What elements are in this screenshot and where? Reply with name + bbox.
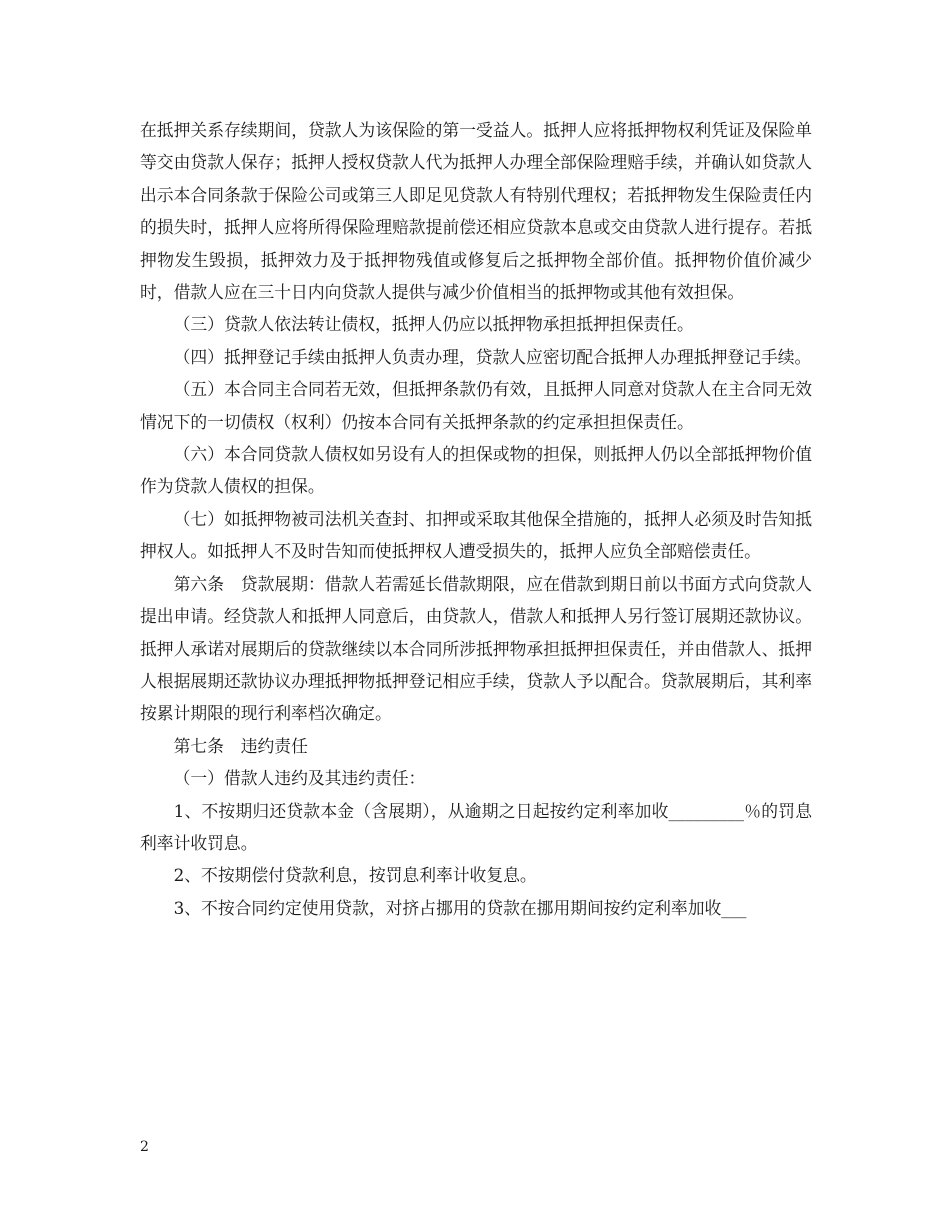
paragraph-6: （七）如抵押物被司法机关查封、扣押或采取其他保全措施的，抵押人必须及时告知抵押权人。如抵押人不及时告知而使抵押权人遭受损失的，抵押人应负全部赔偿责任。 [140,508,812,562]
document-body [140,114,812,924]
article-7-heading: 第七条 违约责任 [173,735,308,756]
default-item-1: 1、不按期归还贷款本金（含展期），从逾期之日起按约定利率加收_________％的罚息利率计收罚息。 [140,800,812,853]
borrower-default-heading: （一）借款人违约及其违约责任： [173,768,426,789]
page-number: 2 [140,1139,149,1155]
default-item-3: 3、不按合同约定使用贷款，对挤占挪用的贷款在挪用期间按约定利率加收___ [173,897,747,918]
paragraph-2: （三）贷款人依法转让债权，抵押人仍应以抵押物承担抵押担保责任。 [173,314,694,335]
article-6-paragraph: 第六条 贷款展期：借款人若需延长借款期限，应在借款到期日前以书面方式向贷款人提出申请。经贷款人和抵押人同意后，由贷款人，借款人和抵押人另行签订展期还款协议。抵押人承诺对展期后的贷款继续以本合同所涉抵押物承担抵押担保责任，并由借款人、抵押人根据展期还款协议办理抵押物抵押登记相应手续，贷款人予以配合。贷款展期后，其利率按累计期限的现行利率档次确定。 [140,573,812,724]
default-item-2: 2、不按期偿付贷款利息，按罚息利率计收复息。 [173,865,537,886]
paragraph-5: （六）本合同贷款人债权如另设有人的担保或物的担保，则抵押人仍以全部抵押物价值作为贷款人债权的担保。 [140,444,812,497]
paragraph-3: （四）抵押登记手续由抵押人负责办理，贷款人应密切配合抵押人办理抵押登记手续。 [173,346,812,367]
paragraph-4: （五）本合同主合同若无效，但抵押条款仍有效，且抵押人同意对贷款人在主合同无效情况下的一切债权（权利）仍按本合同有关抵押条款的约定承担担保责任。 [140,379,812,432]
paragraph-1: 在抵押关系存续期间，贷款人为该保险的第一受益人。抵押人应将抵押物权利凭证及保险单等交由贷款人保存；抵押人授权贷款人代为抵押人办理全部保险理赔手续，并确认如贷款人出示本合同条款于保险公司或第三人即足见贷款人有特别代理权；若抵押物发生保险责任内的损失时，抵押人应将所得保险理赔款提前偿还相应贷款本息或交由贷款人进行提存。若抵押物发生毁损，抵押效力及于抵押物残值或修复后之抵押物全部价值。抵押物价值价减少时，借款人应在三十日内向贷款人提供与减少价值相当的抵押物或其他有效担保。 [140,120,812,303]
